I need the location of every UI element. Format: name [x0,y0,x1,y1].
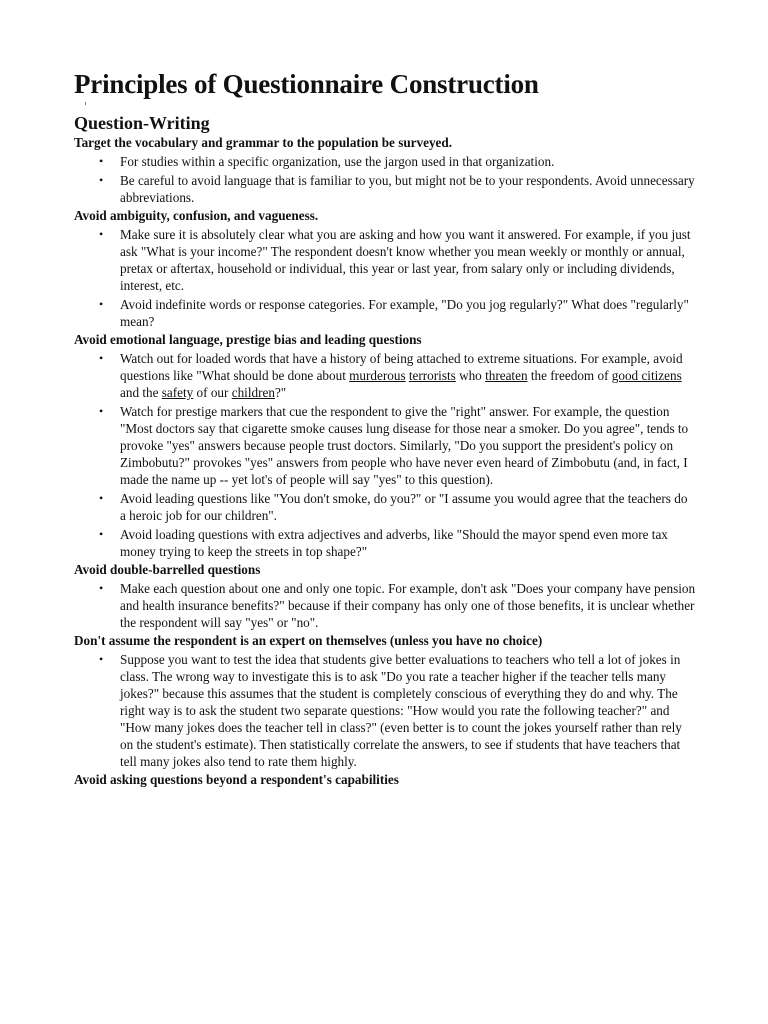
list-item: • Suppose you want to test the idea that students give better evaluations to teachers who tell a lot of jokes in class. The wrong way to investigate this is to ask "Do you rate a teacher higher if the teacher tells many jokes?" because this assumes that the student is completely conscious of everything they do and why. The right way is to ask the student two separate questions: "How would you rate the following teacher?" and "How many jokes does the teacher tell in class?" (even better is to count the jokes yourself rather than rely on the student's estimate). Then statistically correlate the answers, to see if students that have teachers that tell many jokes also tend to rate them highly. [99,652,682,769]
underlined-word: terrorists [408,368,456,383]
list-item: • Be careful to avoid language that is familiar to you, but might not be to your respondents. Avoid unnecessary abbreviations. [99,173,695,205]
section-heading: Question-Writing [74,113,210,133]
subhead-capabilities: Avoid asking questions beyond a respondent's capabilities [74,772,399,787]
bullet-icon: • [99,351,104,365]
list-item: • Watch for prestige markers that cue the respondent to give the "right" answer. For example, the question "Most doctors say that cigarette smoke causes lung disease for those near a smoker. Do you agree", tends to provoke "yes" answers because people trust doctors. Similarly, "Do you support the president's policy on Zimbobutu?" provokes "yes" answers from people who have never even heard of Zimbobutu (and, in fact, I made the name up -- yet lot's of people will say "yes" to this question). [99,404,689,487]
list-item: • Make each question about one and only one topic. For example, don't ask "Does your company have pension and health insurance benefits?" because if their company has only one of those benefits, it is unclear whether the respondent will say "yes" or "no". [99,581,696,630]
underlined-word: good citizens [611,368,682,383]
underlined-word: children [231,385,275,400]
bullet-icon: • [99,527,104,541]
underlined-word: safety [161,385,194,400]
document-page [74,66,696,788]
list-item: • For studies within a specific organization, use the jargon used in that organization. [99,154,555,169]
list-item: • Avoid indefinite words or response categories. For example, "Do you jog regularly?" What does "regularly" mean? [99,297,689,329]
list-expert-on-themselves [74,651,696,770]
subhead-vocabulary: Target the vocabulary and grammar to the population be surveyed. [74,135,453,150]
bullet-icon: • [99,173,104,187]
bullet-icon: • [99,652,104,666]
subhead-emotional-language: Avoid emotional language, prestige bias and leading questions [74,332,422,347]
underlined-word: murderous [349,368,406,383]
title-underline-mark [74,102,696,112]
bullet-icon: • [99,404,104,418]
bullet-icon: • [99,297,104,311]
bullet-icon: • [99,154,104,168]
list-item: • Make sure it is absolutely clear what you are asking and how you want it answered. For example, if you just ask "What is your income?" The respondent doesn't know whether you mean weekly or monthly or annual, pretax or aftertax, household or individual, this year or last year, from salary only or including dividends, interest, etc. [99,227,691,293]
list-emotional-language [74,350,696,560]
bullet-icon: • [99,581,104,595]
list-double-barrelled [74,580,696,631]
page-title: Principles of Questionnaire Construction [74,69,539,99]
list-ambiguity [74,226,696,330]
subhead-double-barrelled: Avoid double-barrelled questions [74,562,261,577]
subhead-expert-on-themselves: Don't assume the respondent is an expert on themselves (unless you have no choice) [74,633,543,648]
list-item: • Avoid loading questions with extra adjectives and adverbs, like "Should the mayor spend even more tax money trying to keep the streets in top shape?" [99,527,668,559]
list-item-loaded-words: • Watch out for loaded words that have a history of being attached to extreme situations. For example, avoid questions like "What should be done about murderous terrorists who threaten the freedom of good citizens and the safety of our children?" [99,351,683,400]
bullet-icon: • [99,491,104,505]
list-vocabulary [74,153,696,206]
list-item: • Avoid leading questions like "You don't smoke, do you?" or "I assume you would agree that the teachers do a heroic job for our children". [99,491,688,523]
underlined-word: threaten [485,368,528,383]
bullet-icon: • [99,227,104,241]
subhead-ambiguity: Avoid ambiguity, confusion, and vagueness. [74,208,319,223]
